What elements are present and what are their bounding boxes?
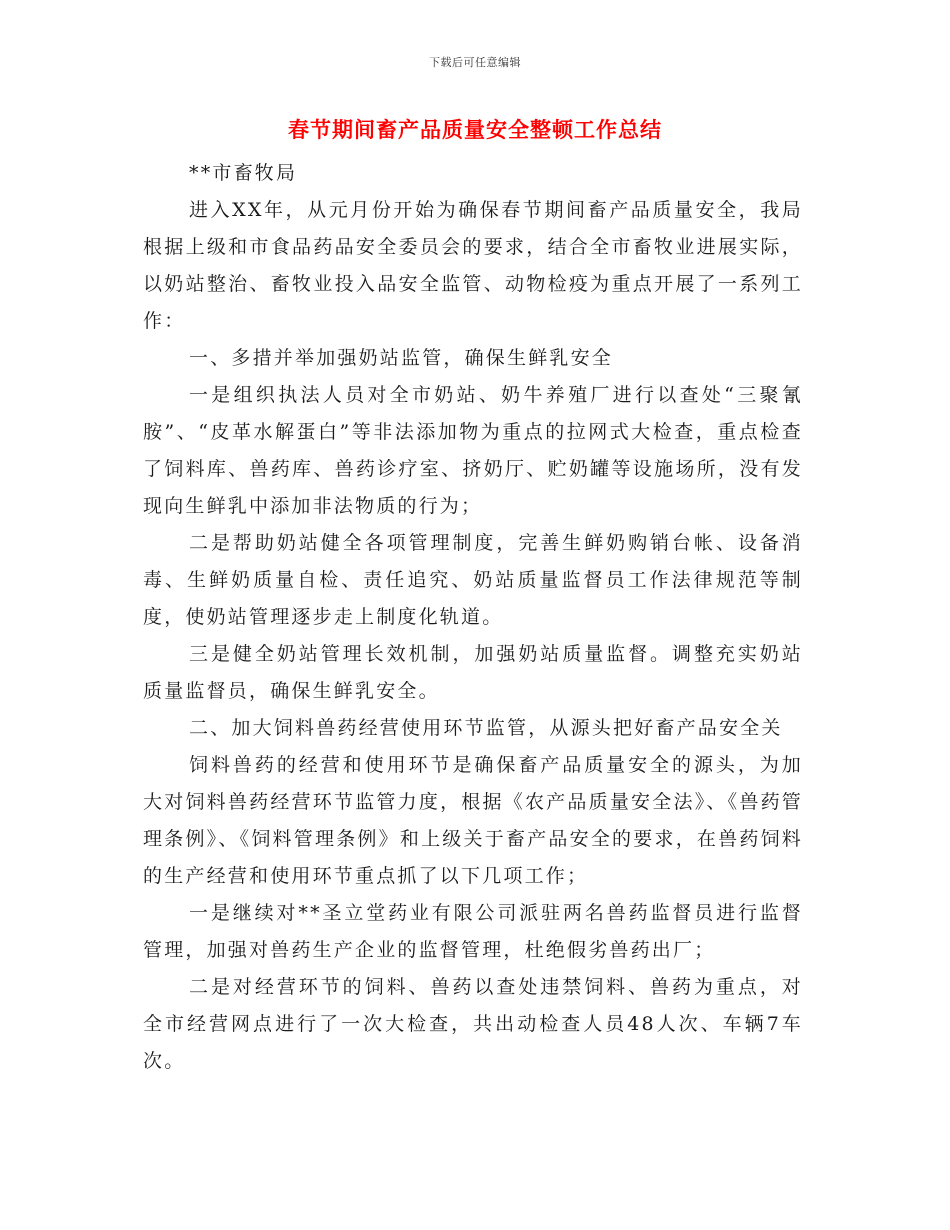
paragraph-intro: 进入XX年，从元月份开始为确保春节期间畜产品质量安全，我局根据上级和市食品药品安全委员会的要求，结合全市畜牧业进展实际，以奶站整治、畜牧业投入品安全监管、动物检疫为重点开展了一系列工作： (143, 199, 803, 332)
paragraph: 二是帮助奶站健全各项管理制度，完善生鲜奶购销台帐、设备消毒、生鲜奶质量自检、责任追究、奶站质量监督员工作法律规范等制度，使奶站管理逐步走上制度化轨道。 (143, 532, 803, 628)
paragraph: 二是对经营环节的饲料、兽药以查处违禁饲料、兽药为重点，对全市经营网点进行了一次大检查，共出动检查人员48人次、车辆7车次。 (143, 976, 803, 1072)
paragraph: 饲料兽药的经营和使用环节是确保畜产品质量安全的源头，为加大对饲料兽药经营环节监管力度，根据《农产品质量安全法》、《兽药管理条例》、《饲料管理条例》和上级关于畜产品安全的要求，在兽药饲料的生产经营和使用环节重点抓了以下几项工作； (143, 754, 803, 887)
section-heading-1: 一、多措并举加强奶站监管，确保生鲜乳安全 (189, 347, 614, 369)
section-heading-2: 二、加大饲料兽药经营使用环节监管，从源头把好畜产品安全关 (189, 717, 783, 739)
document-body (143, 155, 803, 1080)
paragraph: 一是继续对**圣立堂药业有限公司派驻两名兽药监督员进行监督管理，加强对兽药生产企业的监督管理，杜绝假劣兽药出厂； (143, 902, 803, 961)
paragraph: 一是组织执法人员对全市奶站、奶牛养殖厂进行以查处“三聚氰胺”、“皮革水解蛋白”等非法添加物为重点的拉网式大检查，重点检查了饲料库、兽药库、兽药诊疗室、挤奶厅、贮奶罐等设施场所，没有发现向生鲜乳中添加非法物质的行为； (143, 384, 803, 517)
header-note: 下载后可任意编辑 (429, 56, 521, 69)
paragraph-author: **市畜牧局 (189, 162, 298, 184)
document-title: 春节期间畜产品质量安全整顿工作总结 (288, 117, 662, 142)
paragraph: 三是健全奶站管理长效机制，加强奶站质量监督。调整充实奶站质量监督员，确保生鲜乳安全。 (143, 643, 803, 702)
